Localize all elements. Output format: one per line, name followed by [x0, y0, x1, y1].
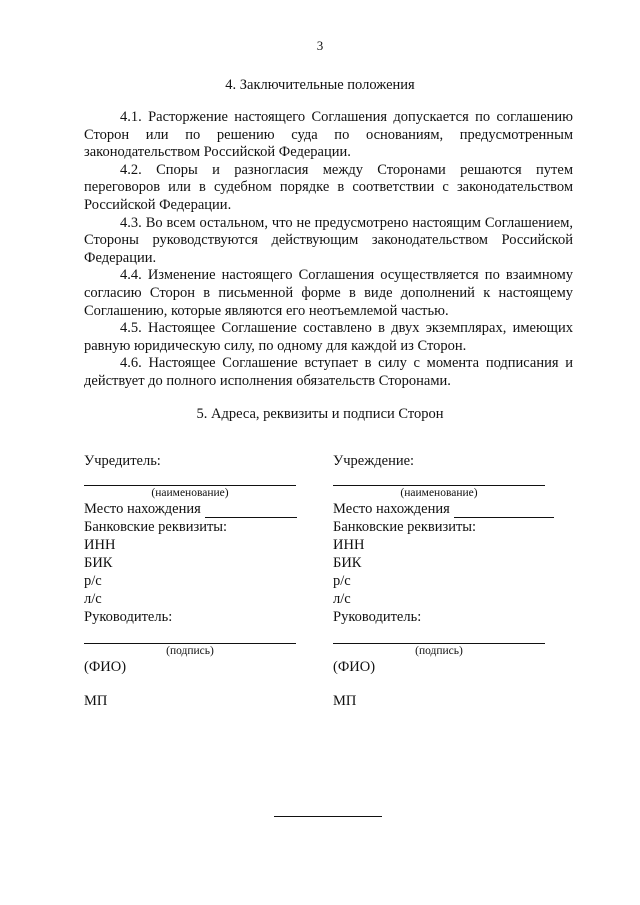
institution-rs-label: р/с [333, 572, 351, 589]
paragraph-4-2: 4.2. Споры и разногласия между Сторонами решаются путем переговоров или в судебном порядке в соответствии с законодательством Российской Федерации. [84, 161, 573, 213]
institution-ls-label: л/с [333, 590, 351, 607]
institution-stamp-label: МП [333, 692, 357, 709]
founder-inn-label: ИНН [84, 536, 116, 553]
paragraph-4-4: 4.4. Изменение настоящего Соглашения осуществляется по взаимному согласию Сторон в письменной форме в виде дополнений к настоящему Соглашению, которые являются его неотъемлемой частью. [84, 267, 573, 319]
founder-rs-label: р/с [84, 572, 102, 589]
founder-ls-label: л/с [84, 590, 102, 607]
institution-bik-label: БИК [333, 554, 362, 571]
institution-location-label: Место нахождения [333, 500, 450, 517]
founder-block [84, 453, 324, 710]
paragraph-4-5: 4.5. Настоящее Соглашение составлено в двух экземплярах, имеющих равную юридическую силу, по одному для каждой из Сторон. [84, 320, 573, 354]
founder-name-caption: (наименование) [151, 486, 229, 499]
founder-title: Учредитель: [84, 453, 161, 469]
founder-location-label: Место нахождения [84, 500, 201, 517]
founder-bik-label: БИК [84, 554, 113, 571]
footer-separator-line [274, 816, 382, 817]
institution-head-label: Руководитель: [333, 608, 422, 625]
founder-signature-caption: (подпись) [166, 644, 214, 657]
founder-location-row [84, 500, 324, 518]
institution-signature-caption: (подпись) [415, 644, 463, 657]
institution-title: Учреждение: [333, 453, 415, 469]
institution-location-line [454, 505, 554, 518]
institution-location-row [333, 500, 573, 518]
section-4-body [84, 109, 573, 391]
institution-inn-label: ИНН [333, 536, 365, 553]
page-number: 3 [316, 38, 324, 53]
institution-bank-label: Банковские реквизиты: [333, 518, 477, 535]
founder-fio-label: (ФИО) [84, 658, 127, 675]
institution-name-caption: (наименование) [400, 486, 478, 499]
institution-fio-label: (ФИО) [333, 658, 376, 675]
paragraph-4-1: 4.1. Расторжение настоящего Соглашения допускается по соглашению Сторон или по решению суда по основаниям, предусмотренным законодательством Российской Федерации. [84, 109, 573, 161]
founder-location-line [205, 505, 297, 518]
institution-block [333, 453, 573, 710]
paragraph-4-6: 4.6. Настоящее Соглашение вступает в силу с момента подписания и действует до полного исполнения обязательств Сторонами. [84, 355, 573, 389]
founder-bank-label: Банковские реквизиты: [84, 518, 228, 535]
founder-stamp-label: МП [84, 692, 108, 709]
paragraph-4-3: 4.3. Во всем остальном, что не предусмотрено настоящим Соглашением, Стороны руководствуются действующим законодательством Российской Федерации. [84, 214, 573, 266]
section-5-title: 5. Адреса, реквизиты и подписи Сторон [196, 406, 444, 422]
section-4-title: 4. Заключительные положения [225, 77, 415, 93]
founder-head-label: Руководитель: [84, 608, 173, 625]
